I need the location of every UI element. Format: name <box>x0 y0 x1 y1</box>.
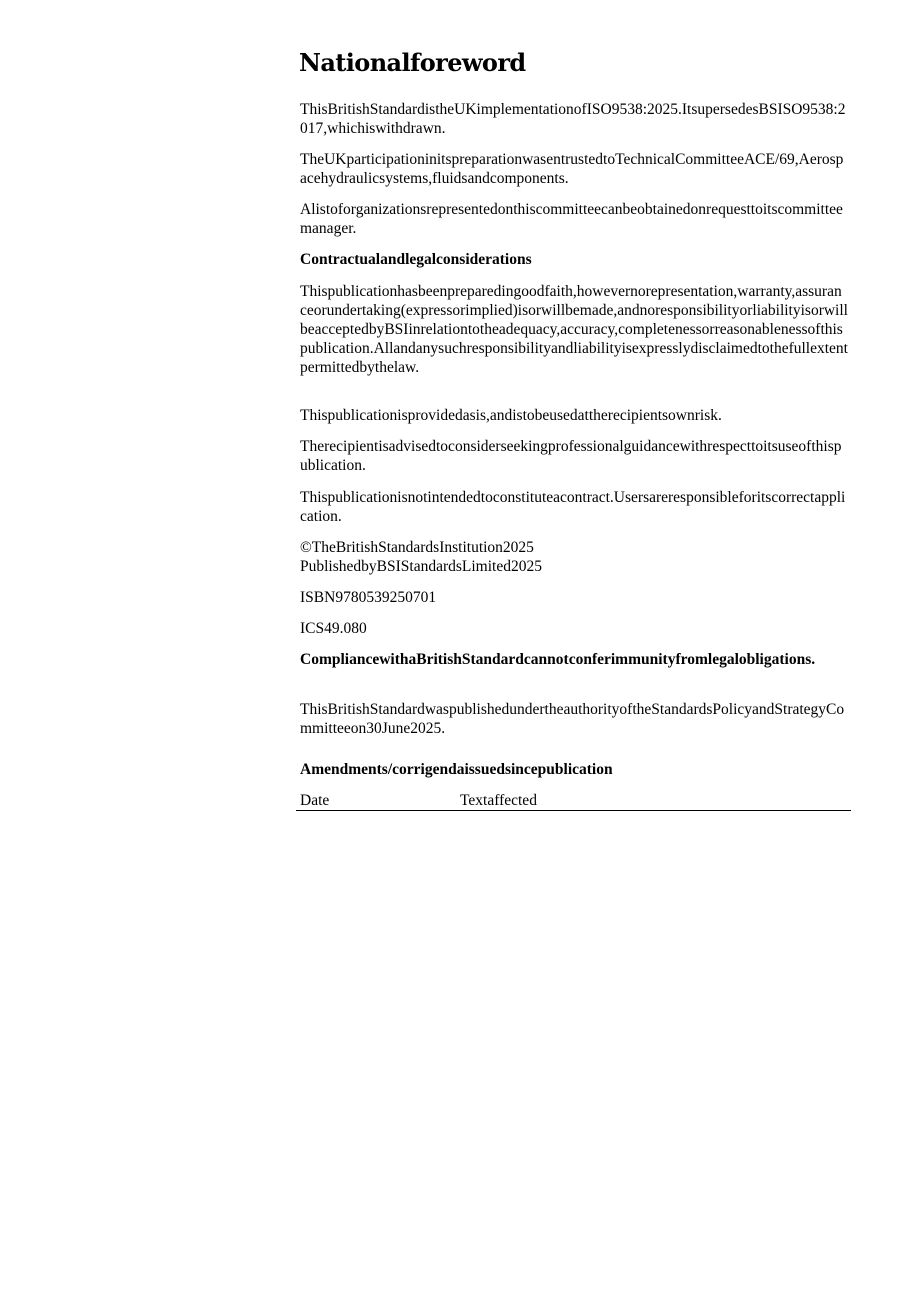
copyright-line: ©TheBritishStandardsInstitution2025 <box>300 539 534 556</box>
text-affected-column-header: Textaffected <box>460 792 537 809</box>
publisher-line: PublishedbyBSIStandardsLimited2025 <box>300 558 542 575</box>
ics-text: ICS49.080 <box>300 620 367 637</box>
disclaimer-paragraph: Thispublicationhasbeenpreparedingoodfaith,howevernorepresentation,warranty,assuranceorundertaking(expressorimplied)isorwillbemade,andnoresponsibilityorliabilityisorwillbeacceptedbyBSIinrelationtotheadequacy,accuracy,completenessorreasonablenessofthispublication.Allandanysuchresponsibilityandliabilityisexpresslydisclaimedtothefullextentpermittedbythelaw. <box>300 283 848 376</box>
organizations-paragraph: Alistoforganizationsrepresentedonthiscommitteecanbeobtainedonrequesttoitscommitteemanager. <box>300 201 843 237</box>
compliance-statement: CompliancewithaBritishStandardcannotconferimmunityfromlegalobligations. <box>300 651 816 668</box>
contractual-heading: Contractualandlegalconsiderations <box>300 251 532 268</box>
date-column-header: Date <box>300 792 330 809</box>
authority-paragraph: ThisBritishStandardwaspublishedundertheauthorityoftheStandardsPolicyandStrategyCommitteeon30June2025. <box>300 701 845 737</box>
implementation-paragraph: ThisBritishStandardistheUKimplementationofISO9538:2025.ItsupersedesBSISO9538:2017,whichiswithdrawn. <box>300 101 846 137</box>
amendments-heading: Amendments/corrigendaissuedsincepublication <box>300 761 613 778</box>
committee-paragraph: TheUKparticipationinitspreparationwasentrustedtoTechnicalCommitteeACE/69,Aerospacehydraulicsystems,fluidsandcomponents. <box>300 151 844 187</box>
isbn-text: ISBN9780539250701 <box>300 589 437 606</box>
contract-paragraph: Thispublicationisnotintendedtoconstituteacontract.Usersareresponsibleforitscorrectapplication. <box>300 489 846 525</box>
own-risk-paragraph: Thispublicationisprovidedasis,andistobeusedattherecipientsownrisk. <box>300 407 722 424</box>
copyright-block <box>300 538 848 576</box>
guidance-paragraph: Therecipientisadvisedtoconsiderseekingprofessionalguidancewithrespecttoitsuseofthispublication. <box>300 438 842 474</box>
amendments-table-header <box>296 791 851 811</box>
page-title: Nationalforeword <box>299 48 526 77</box>
